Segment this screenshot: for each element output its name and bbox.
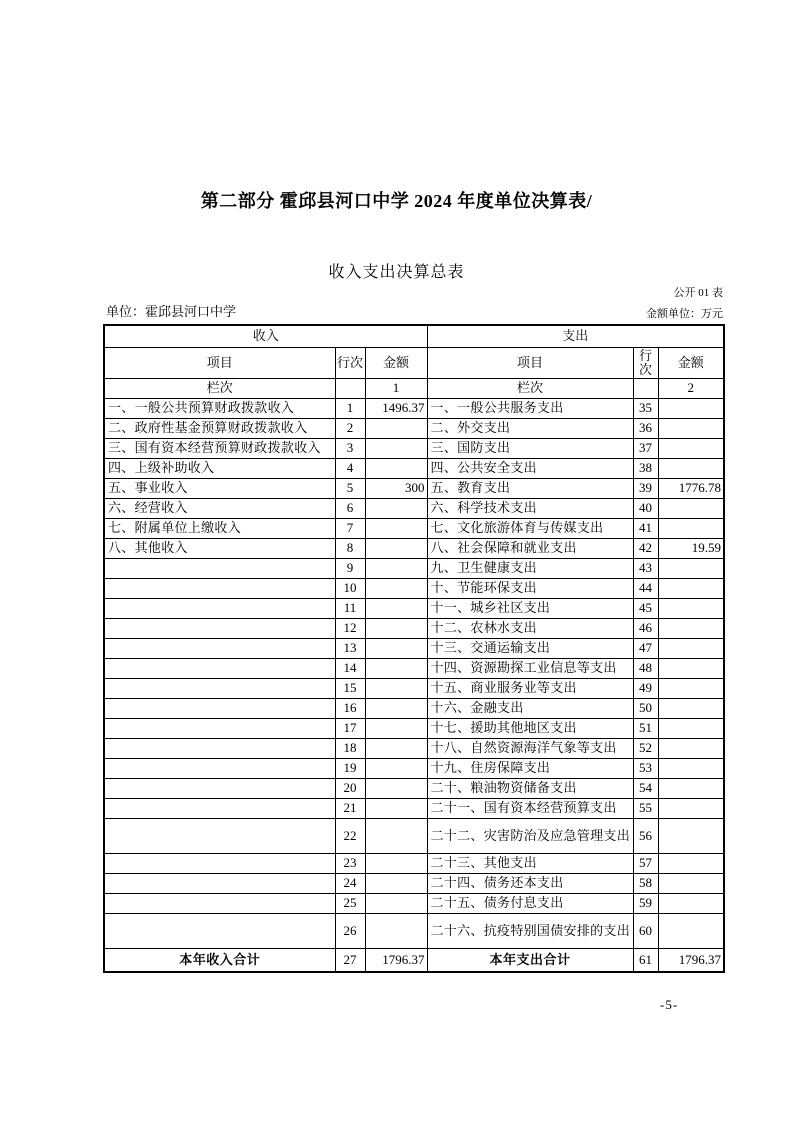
income-item-cell — [104, 718, 335, 738]
income-item-column-header: 项目 — [104, 347, 335, 378]
income-line-no-cell: 4 — [335, 458, 365, 478]
table-row — [104, 558, 724, 578]
income-total-line-no: 27 — [335, 948, 365, 972]
expense-line-no-cell: 37 — [633, 438, 658, 458]
income-amount-cell — [365, 818, 427, 853]
expense-item-cell: 三、国防支出 — [427, 438, 633, 458]
expense-line-no-cell: 46 — [633, 618, 658, 638]
income-amount-cell — [365, 698, 427, 718]
total-row — [104, 948, 724, 972]
income-amount-cell — [365, 738, 427, 758]
expense-item-cell: 二十、粮油物资储备支出 — [427, 778, 633, 798]
expense-item-cell: 二、外交支出 — [427, 418, 633, 438]
expense-line-no-cell: 44 — [633, 578, 658, 598]
income-item-cell — [104, 818, 335, 853]
expense-item-cell: 九、卫生健康支出 — [427, 558, 633, 578]
income-line-no-cell: 15 — [335, 678, 365, 698]
expense-amount-column-header: 金额 — [658, 347, 724, 378]
expense-line-no-cell: 41 — [633, 518, 658, 538]
income-amount-cell — [365, 638, 427, 658]
income-amount-cell — [365, 678, 427, 698]
expense-line-no-cell: 49 — [633, 678, 658, 698]
income-line-no-cell: 21 — [335, 798, 365, 818]
income-amount-cell — [365, 438, 427, 458]
income-lanci-empty-cell — [335, 378, 365, 398]
income-item-cell: 八、其他收入 — [104, 538, 335, 558]
income-line-no-cell: 23 — [335, 853, 365, 873]
income-item-cell — [104, 778, 335, 798]
table-row — [104, 913, 724, 948]
income-amount-cell — [365, 718, 427, 738]
income-total-label: 本年收入合计 — [104, 948, 335, 972]
income-line-no-cell: 25 — [335, 893, 365, 913]
income-line-no-cell: 14 — [335, 658, 365, 678]
expense-line-no-cell: 43 — [633, 558, 658, 578]
table-row — [104, 873, 724, 893]
income-item-cell — [104, 873, 335, 893]
income-line-no-cell: 1 — [335, 398, 365, 418]
expense-amount-cell — [658, 498, 724, 518]
income-item-cell — [104, 658, 335, 678]
income-line-no-cell: 19 — [335, 758, 365, 778]
expense-line-column-header: 行次 — [633, 347, 658, 378]
expense-section-header: 支出 — [427, 325, 724, 347]
expense-line-no-cell: 42 — [633, 538, 658, 558]
table-row — [104, 498, 724, 518]
expense-amount-cell — [658, 618, 724, 638]
expense-item-cell: 二十三、其他支出 — [427, 853, 633, 873]
column-index-row — [104, 378, 724, 398]
expense-amount-cell — [658, 418, 724, 438]
income-item-cell — [104, 558, 335, 578]
expense-line-no-cell: 53 — [633, 758, 658, 778]
table-row — [104, 818, 724, 853]
expense-item-cell: 十一、城乡社区支出 — [427, 598, 633, 618]
income-amount-cell: 1496.37 — [365, 398, 427, 418]
income-item-cell: 六、经营收入 — [104, 498, 335, 518]
expense-amount-cell — [658, 438, 724, 458]
expense-lanci-empty-cell — [633, 378, 658, 398]
expense-column-number: 2 — [658, 378, 724, 398]
income-column-number: 1 — [365, 378, 427, 398]
expense-item-cell: 十四、资源勘探工业信息等支出 — [427, 658, 633, 678]
income-line-no-cell: 20 — [335, 778, 365, 798]
income-item-cell — [104, 893, 335, 913]
expense-item-cell: 二十一、国有资本经营预算支出 — [427, 798, 633, 818]
income-item-cell — [104, 738, 335, 758]
income-line-no-cell: 13 — [335, 638, 365, 658]
document-title: 第二部分 霍邱县河口中学 2024 年度单位决算表/ — [200, 191, 593, 211]
expense-item-cell: 十三、交通运输支出 — [427, 638, 633, 658]
expense-amount-cell — [658, 558, 724, 578]
expense-item-cell: 二十五、债务付息支出 — [427, 893, 633, 913]
table-row — [104, 538, 724, 558]
income-amount-cell — [365, 893, 427, 913]
table-row — [104, 478, 724, 498]
income-item-cell: 七、附属单位上缴收入 — [104, 518, 335, 538]
expense-line-no-cell: 38 — [633, 458, 658, 478]
table-row — [104, 398, 724, 418]
expense-amount-cell: 19.59 — [658, 538, 724, 558]
expense-amount-cell — [658, 658, 724, 678]
income-amount-cell — [365, 518, 427, 538]
expense-line-no-cell: 45 — [633, 598, 658, 618]
expense-item-cell: 十、节能环保支出 — [427, 578, 633, 598]
income-amount-cell — [365, 758, 427, 778]
expense-amount-cell — [658, 778, 724, 798]
income-line-no-cell: 16 — [335, 698, 365, 718]
expense-line-no-cell: 52 — [633, 738, 658, 758]
expense-line-no-cell: 40 — [633, 498, 658, 518]
table-code-label: 公开 01 表 — [673, 287, 723, 299]
income-amount-cell — [365, 913, 427, 948]
income-section-header: 收入 — [104, 325, 427, 347]
expense-amount-cell — [658, 518, 724, 538]
expense-line-no-cell: 51 — [633, 718, 658, 738]
expense-amount-cell — [658, 758, 724, 778]
column-header-row — [104, 347, 724, 378]
income-lanci-label: 栏次 — [104, 378, 335, 398]
expense-line-no-cell: 50 — [633, 698, 658, 718]
expense-amount-cell — [658, 873, 724, 893]
amount-unit-label: 金额单位：万元 — [646, 308, 723, 320]
income-line-no-cell: 22 — [335, 818, 365, 853]
expense-amount-cell — [658, 853, 724, 873]
unit-name-label: 单位：霍邱县河口中学 — [106, 304, 237, 319]
income-amount-cell — [365, 498, 427, 518]
income-item-cell — [104, 798, 335, 818]
income-line-no-cell: 26 — [335, 913, 365, 948]
expense-amount-cell — [658, 738, 724, 758]
expense-line-no-cell: 48 — [633, 658, 658, 678]
expense-item-cell: 十八、自然资源海洋气象等支出 — [427, 738, 633, 758]
expense-amount-cell — [658, 678, 724, 698]
income-amount-cell — [365, 873, 427, 893]
expense-amount-cell — [658, 798, 724, 818]
expense-item-cell: 二十四、债务还本支出 — [427, 873, 633, 893]
expense-item-cell: 八、社会保障和就业支出 — [427, 538, 633, 558]
income-amount-cell — [365, 578, 427, 598]
expense-item-cell: 二十六、抗疫特别国债安排的支出 — [427, 913, 633, 948]
expense-line-no-cell: 35 — [633, 398, 658, 418]
income-line-no-cell: 17 — [335, 718, 365, 738]
table-row — [104, 758, 724, 778]
expense-amount-cell — [658, 913, 724, 948]
expense-item-cell: 十六、金融支出 — [427, 698, 633, 718]
table-row — [104, 598, 724, 618]
expense-amount-cell — [658, 458, 724, 478]
table-row — [104, 738, 724, 758]
table-row — [104, 893, 724, 913]
expense-line-no-cell: 58 — [633, 873, 658, 893]
income-line-no-cell: 7 — [335, 518, 365, 538]
income-item-cell — [104, 638, 335, 658]
expense-item-cell: 四、公共安全支出 — [427, 458, 633, 478]
expense-line-no-cell: 57 — [633, 853, 658, 873]
income-item-cell — [104, 618, 335, 638]
expense-item-cell: 十九、住房保障支出 — [427, 758, 633, 778]
expense-item-column-header: 项目 — [427, 347, 633, 378]
table-row — [104, 458, 724, 478]
income-line-no-cell: 10 — [335, 578, 365, 598]
income-item-cell: 三、国有资本经营预算财政拨款收入 — [104, 438, 335, 458]
expense-amount-cell — [658, 638, 724, 658]
income-amount-cell — [365, 538, 427, 558]
income-total-amount: 1796.37 — [365, 948, 427, 972]
income-amount-cell — [365, 418, 427, 438]
income-item-cell: 五、事业收入 — [104, 478, 335, 498]
expense-line-no-cell: 47 — [633, 638, 658, 658]
expense-amount-cell: 1776.78 — [658, 478, 724, 498]
income-line-no-cell: 11 — [335, 598, 365, 618]
income-amount-column-header: 金额 — [365, 347, 427, 378]
income-amount-cell — [365, 558, 427, 578]
expense-item-cell: 十二、农林水支出 — [427, 618, 633, 638]
table-row — [104, 518, 724, 538]
income-item-cell — [104, 758, 335, 778]
expense-amount-cell — [658, 893, 724, 913]
expense-total-label: 本年支出合计 — [427, 948, 633, 972]
table-row — [104, 798, 724, 818]
income-line-no-cell: 9 — [335, 558, 365, 578]
expense-line-no-cell: 54 — [633, 778, 658, 798]
expense-line-no-cell: 39 — [633, 478, 658, 498]
table-row — [104, 418, 724, 438]
income-item-cell — [104, 598, 335, 618]
income-item-cell: 四、上级补助收入 — [104, 458, 335, 478]
page-number: -5- — [660, 997, 679, 1012]
table-row — [104, 658, 724, 678]
table-row — [104, 618, 724, 638]
income-line-no-cell: 6 — [335, 498, 365, 518]
expense-line-no-cell: 60 — [633, 913, 658, 948]
expense-amount-cell — [658, 578, 724, 598]
expense-item-cell: 二十二、灾害防治及应急管理支出 — [427, 818, 633, 853]
income-amount-cell — [365, 618, 427, 638]
expense-amount-cell — [658, 698, 724, 718]
income-line-no-cell: 24 — [335, 873, 365, 893]
table-row — [104, 698, 724, 718]
income-line-no-cell: 3 — [335, 438, 365, 458]
income-item-cell — [104, 853, 335, 873]
income-expense-table — [103, 324, 725, 973]
expense-item-cell: 十五、商业服务业等支出 — [427, 678, 633, 698]
expense-amount-cell — [658, 398, 724, 418]
income-line-no-cell: 18 — [335, 738, 365, 758]
income-item-cell — [104, 578, 335, 598]
expense-amount-cell — [658, 718, 724, 738]
income-line-no-cell: 5 — [335, 478, 365, 498]
income-amount-cell — [365, 658, 427, 678]
income-amount-cell — [365, 798, 427, 818]
expense-item-cell: 十七、援助其他地区支出 — [427, 718, 633, 738]
expense-amount-cell — [658, 818, 724, 853]
section-header-row — [104, 325, 724, 347]
income-amount-cell — [365, 458, 427, 478]
table-row — [104, 778, 724, 798]
expense-item-cell: 一、一般公共服务支出 — [427, 398, 633, 418]
expense-line-no-cell: 59 — [633, 893, 658, 913]
income-item-cell: 一、一般公共预算财政拨款收入 — [104, 398, 335, 418]
income-line-no-cell: 12 — [335, 618, 365, 638]
expense-amount-cell — [658, 598, 724, 618]
expense-item-cell: 五、教育支出 — [427, 478, 633, 498]
table-row — [104, 678, 724, 698]
expense-lanci-label: 栏次 — [427, 378, 633, 398]
income-amount-cell — [365, 778, 427, 798]
income-item-cell: 二、政府性基金预算财政拨款收入 — [104, 418, 335, 438]
expense-line-no-cell: 56 — [633, 818, 658, 853]
expense-item-cell: 七、文化旅游体育与传媒支出 — [427, 518, 633, 538]
expense-line-no-cell: 36 — [633, 418, 658, 438]
expense-total-line-no: 61 — [633, 948, 658, 972]
income-item-cell — [104, 678, 335, 698]
income-item-cell — [104, 698, 335, 718]
table-row — [104, 638, 724, 658]
income-amount-cell — [365, 853, 427, 873]
table-row — [104, 578, 724, 598]
expense-item-cell: 六、科学技术支出 — [427, 498, 633, 518]
income-line-no-cell: 8 — [335, 538, 365, 558]
table-row — [104, 853, 724, 873]
income-amount-cell — [365, 598, 427, 618]
expense-line-no-cell: 55 — [633, 798, 658, 818]
table-row — [104, 438, 724, 458]
income-item-cell — [104, 913, 335, 948]
income-amount-cell: 300 — [365, 478, 427, 498]
income-line-no-cell: 2 — [335, 418, 365, 438]
table-row — [104, 718, 724, 738]
table-title: 收入支出决算总表 — [328, 264, 465, 281]
income-line-column-header: 行次 — [335, 347, 365, 378]
expense-total-amount: 1796.37 — [658, 948, 724, 972]
